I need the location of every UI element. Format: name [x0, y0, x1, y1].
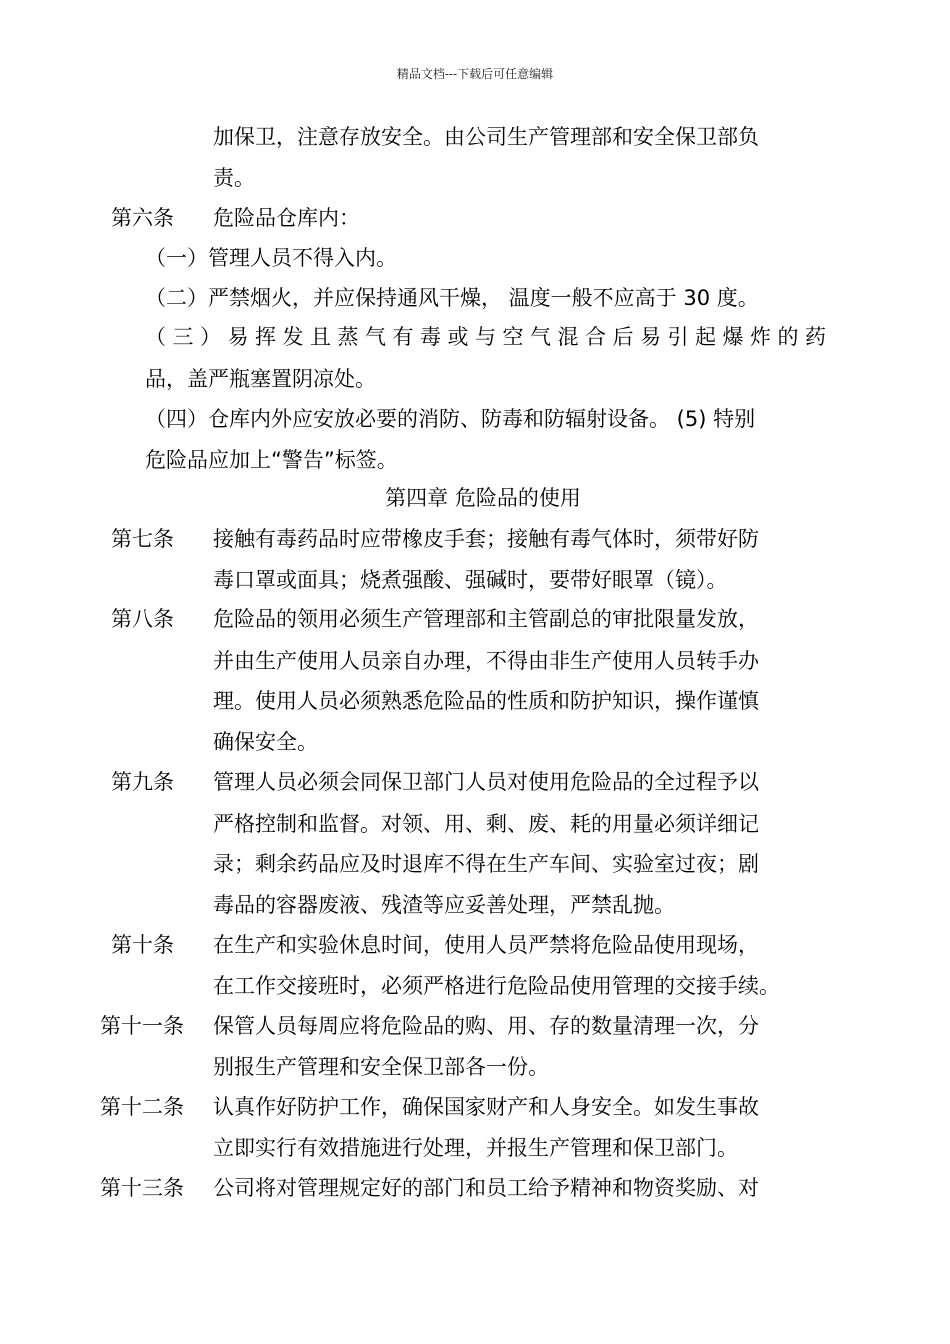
- article-9-line-1: 管理人员必须会同保卫部门人员对使用危险品的全过程予以: [213, 770, 759, 794]
- article-9-line-2: 严格控制和监督。对领、用、剩、废、耗的用量必须详细记: [213, 812, 759, 836]
- article-6-item-4-line-1: （四）仓库内外应安放必要的消防、防毒和防辐射设备。 (5) 特别: [145, 407, 756, 431]
- article-6-item-3-line-1: （三）易挥发且蒸气有毒或与空气混合后易引起爆炸的药: [145, 325, 833, 349]
- article-7-line-2: 毒口罩或面具；烧煮强酸、强碱时，要带好眼罩（镜）。: [213, 568, 728, 592]
- article-8-line-2: 并由生产使用人员亲自办理，不得由非生产使用人员转手办: [213, 649, 759, 673]
- article-8-line-3: 理。使用人员必须熟悉危险品的性质和防护知识，操作谨慎: [213, 689, 759, 713]
- article-6-item-1: （一）管理人员不得入内。: [145, 246, 397, 270]
- article-12-label: 第十二条: [100, 1095, 184, 1119]
- article-11-label: 第十一条: [100, 1014, 184, 1038]
- article-9-line-4: 毒品的容器废液、残渣等应妥善处理，严禁乱抛。: [213, 893, 675, 917]
- article-12-line-2: 立即实行有效措施进行处理，并报生产管理和保卫部门。: [213, 1136, 738, 1160]
- article-12-line-1: 认真作好防护工作，确保国家财产和人身安全。如发生事故: [213, 1095, 759, 1119]
- article-6-line-1: 危险品仓库内：: [213, 206, 360, 230]
- article-8-line-1: 危险品的领用必须生产管理部和主管副总的审批限量发放，: [213, 607, 759, 631]
- article-8-line-4: 确保安全。: [213, 730, 318, 754]
- article-7-label: 第七条: [111, 527, 174, 551]
- article-10-line-1: 在生产和实验休息时间，使用人员严禁将危险品使用现场，: [213, 933, 759, 957]
- article-5-line-1: 加保卫，注意存放安全。由公司生产管理部和安全保卫部负: [213, 125, 759, 149]
- article-11-line-1: 保管人员每周应将危险品的购、用、存的数量清理一次，分: [213, 1014, 759, 1038]
- article-6-item-2: （二）严禁烟火，并应保持通风干燥， 温度一般不应高于 30 度。: [145, 286, 759, 310]
- article-10-label: 第十条: [111, 933, 174, 957]
- article-9-label: 第九条: [111, 770, 174, 794]
- article-5-line-2: 责。: [213, 166, 255, 190]
- article-11-line-2: 别报生产管理和安全保卫部各一份。: [213, 1055, 549, 1079]
- article-13-label: 第十三条: [100, 1176, 184, 1200]
- article-9-line-3: 录；剩余药品应及时退库不得在生产车间、实验室过夜；剧: [213, 852, 759, 876]
- article-6-item-3-line-2: 品，盖严瓶塞置阴凉处。: [145, 367, 376, 391]
- chapter-4-heading: 第四章 危险品的使用: [385, 486, 581, 510]
- article-6-item-4-line-2: 危险品应加上“警告”标签。: [145, 448, 398, 472]
- article-8-label: 第八条: [111, 607, 174, 631]
- page-header: 精品文档---下载后可任意编辑: [396, 67, 554, 81]
- article-13-line-1: 公司将对管理规定好的部门和员工给予精神和物资奖励、对: [213, 1176, 759, 1200]
- article-10-line-2: 在工作交接班时，必须严格进行危险品使用管理的交接手续。: [213, 974, 780, 998]
- article-6-label: 第六条: [111, 206, 174, 230]
- article-7-line-1: 接触有毒药品时应带橡皮手套；接触有毒气体时，须带好防: [213, 527, 759, 551]
